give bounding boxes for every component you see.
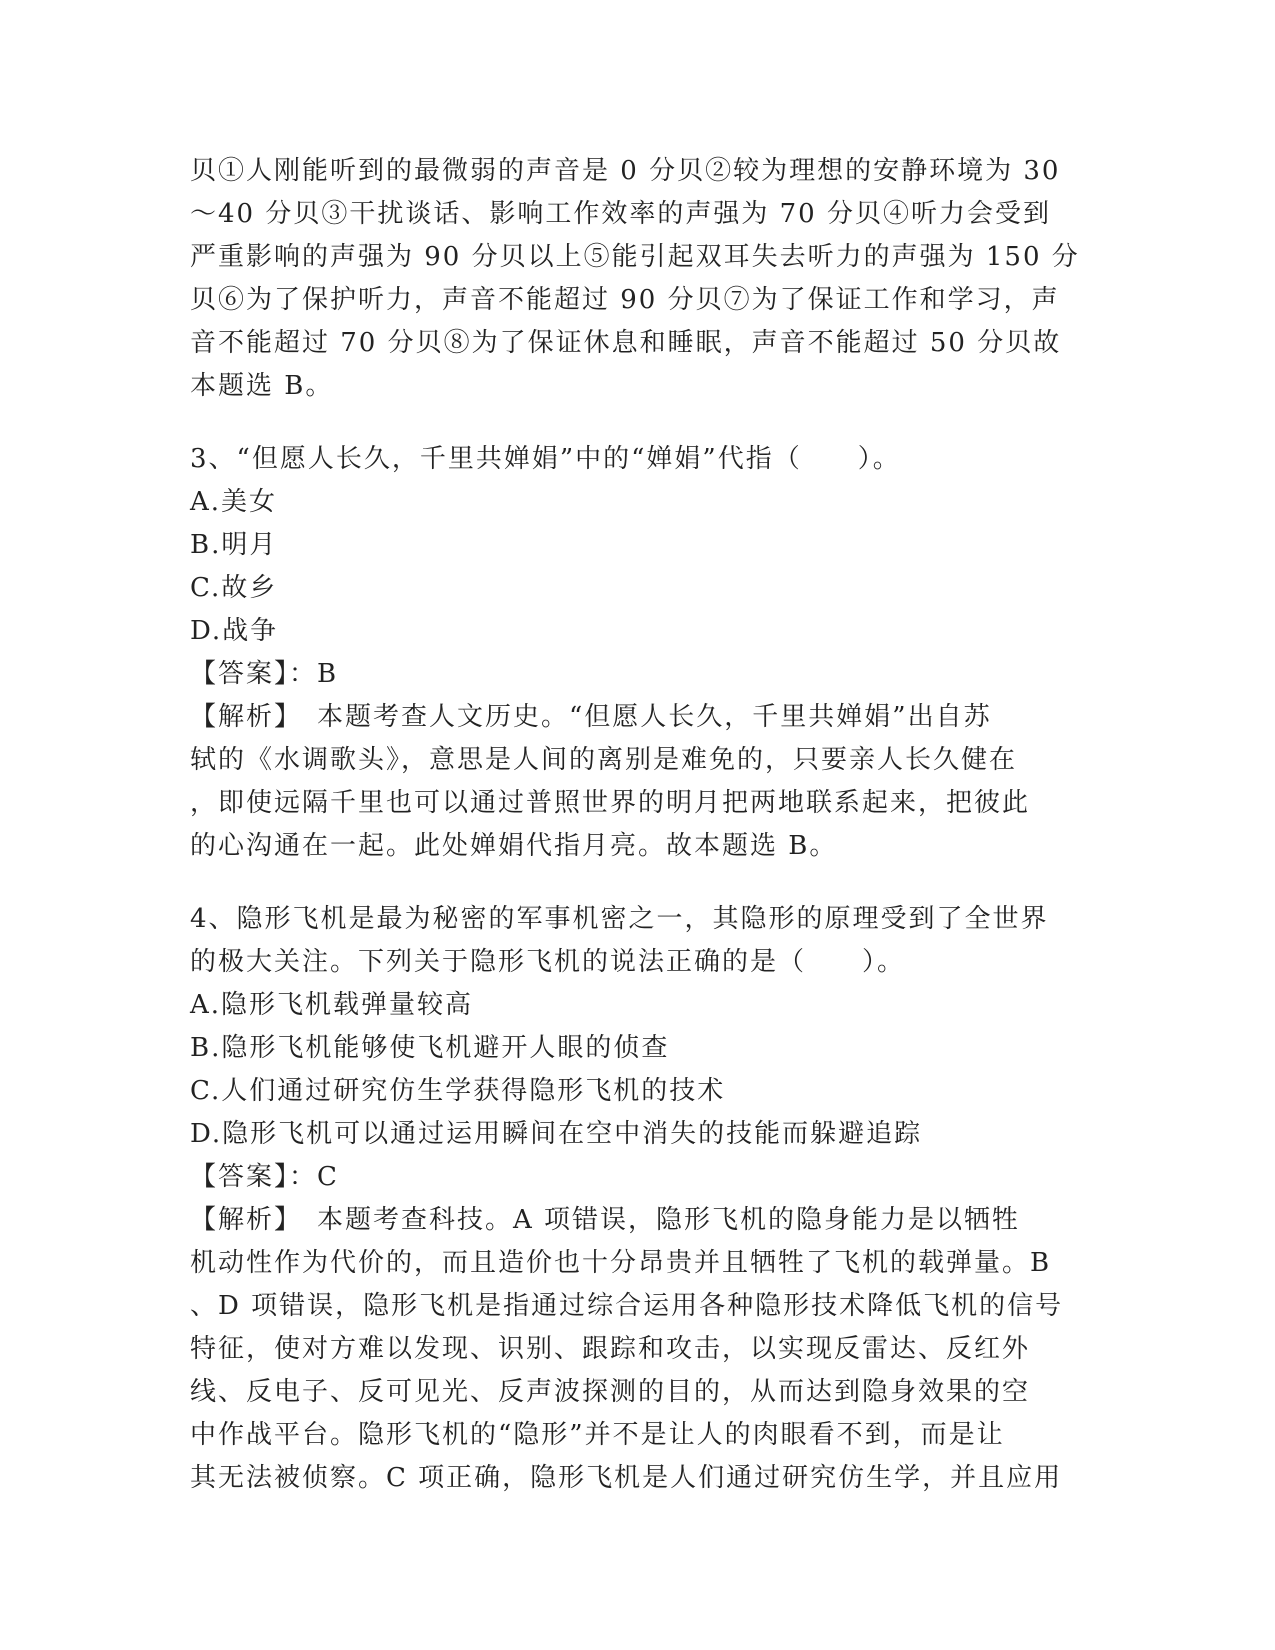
text-line: 严重影响的声强为 90 分贝以上⑤能引起双耳失去听力的声强为 150 分 [190, 242, 1080, 272]
answer: 【答案】：C [190, 1162, 339, 1192]
text-line: 贝⑥为了保护听力，声音不能超过 90 分贝⑦为了保证工作和学习，声 [190, 285, 1060, 315]
option-d: D.隐形飞机可以通过运用瞬间在空中消失的技能而躲避追踪 [190, 1119, 923, 1149]
analysis-line: 线、反电子、反可见光、反声波探测的目的，从而达到隐身效果的空 [190, 1377, 1031, 1407]
analysis [190, 1199, 1090, 1500]
analysis-line: 的心沟通在一起。此处婵娟代指月亮。故本题选 B。 [190, 831, 838, 861]
previous-analysis-continuation [190, 150, 1090, 408]
analysis-line: 其无法被侦察。C 项正确，隐形飞机是人们通过研究仿生学，并且应用 [190, 1463, 1063, 1493]
document-page [190, 150, 1090, 1500]
question-stem: 3、“但愿人长久，千里共婵娟”中的“婵娟”代指（ ）。 [190, 444, 901, 474]
text-line: ～40 分贝③干扰谈话、影响工作效率的声强为 70 分贝④听力会受到 [190, 199, 1051, 229]
option-c: C.人们通过研究仿生学获得隐形飞机的技术 [190, 1076, 726, 1106]
question-4 [190, 898, 1090, 1500]
analysis-line: 、D 项错误，隐形飞机是指通过综合运用各种隐形技术降低飞机的信号 [190, 1291, 1064, 1321]
option-a: A.美女 [190, 487, 278, 517]
option-b: B.明月 [190, 530, 278, 560]
analysis-line: ，即使远隔千里也可以通过普照世界的明月把两地联系起来，把彼此 [190, 788, 1031, 818]
analysis-line: 特征，使对方难以发现、识别、跟踪和攻击，以实现反雷达、反红外 [190, 1334, 1031, 1364]
text-line: 本题选 B。 [190, 371, 334, 401]
option-b: B.隐形飞机能够使飞机避开人眼的侦查 [190, 1033, 670, 1063]
option-a: A.隐形飞机载弹量较高 [190, 990, 474, 1020]
text-line: 音不能超过 70 分贝⑧为了保证休息和睡眠，声音不能超过 50 分贝故 [190, 328, 1062, 358]
question-stem-line: 4、隐形飞机是最为秘密的军事机密之一，其隐形的原理受到了全世界 [190, 904, 1049, 934]
analysis-line: 轼的《水调歌头》，意思是人间的离别是难免的，只要亲人长久健在 [190, 745, 1018, 775]
question-3 [190, 438, 1090, 868]
analysis-line: 【解析】 本题考查人文历史。“但愿人长久，千里共婵娟”出自苏 [190, 702, 992, 732]
analysis-line: 【解析】 本题考查科技。A 项错误，隐形飞机的隐身能力是以牺牲 [190, 1205, 1021, 1235]
question-stem-line: 的极大关注。下列关于隐形飞机的说法正确的是（ ）。 [190, 947, 906, 977]
option-d: D.战争 [190, 616, 279, 646]
analysis-line: 机动性作为代价的，而且造价也十分昂贵并且牺牲了飞机的载弹量。B [190, 1248, 1052, 1278]
analysis [190, 696, 1090, 868]
option-c: C.故乡 [190, 573, 278, 603]
analysis-line: 中作战平台。隐形飞机的“隐形”并不是让人的肉眼看不到，而是让 [190, 1420, 1005, 1450]
text-line: 贝①人刚能听到的最微弱的声音是 0 分贝②较为理想的安静环境为 30 [190, 156, 1061, 186]
answer: 【答案】：B [190, 659, 339, 689]
